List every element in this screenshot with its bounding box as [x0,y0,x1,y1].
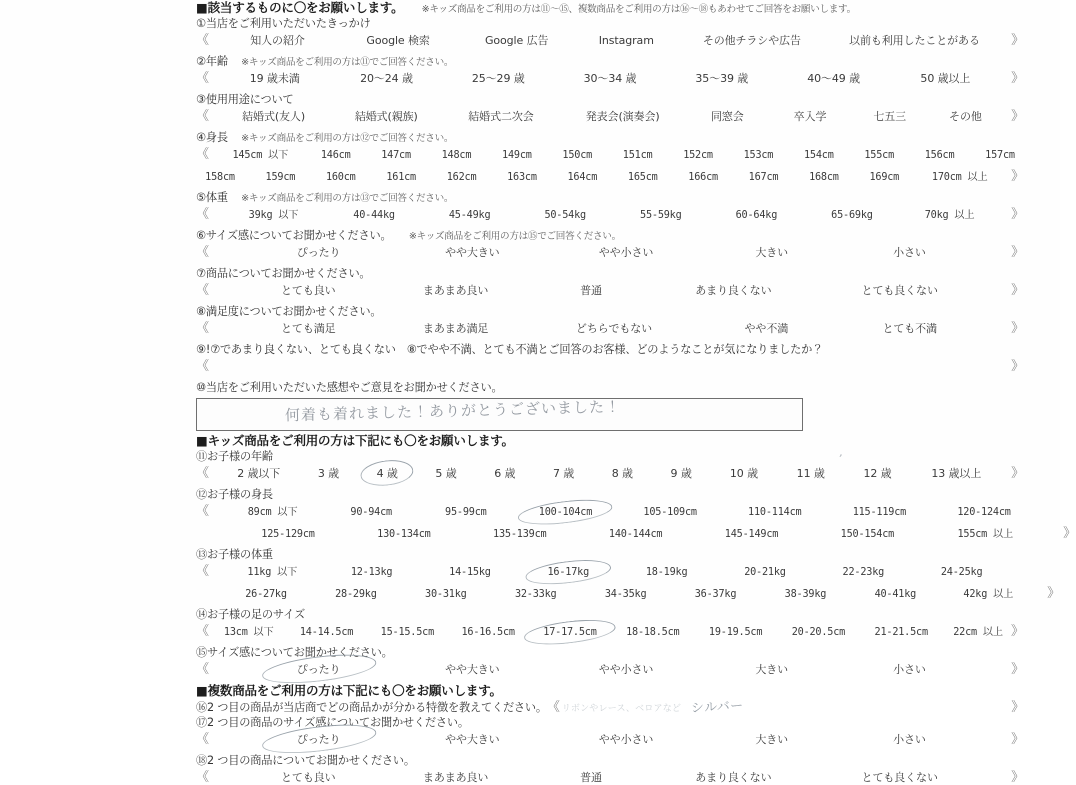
option-q11-6[interactable]: 8 歳 [611,467,633,480]
question-label-q10 [196,382,503,393]
q10-handwritten-answer: 何着も着れました！ありがとうございました！ [284,397,622,425]
option-q15-3[interactable]: 大きい [755,663,789,676]
question-label-q5 [196,192,453,204]
bracket-close: 》 [1011,71,1025,86]
options-row-q1 [196,34,1024,47]
option-q17-4[interactable]: 小さい [893,733,926,746]
question-label-q15 [196,647,393,658]
bracket-open: 《 [196,770,209,785]
option-q4-9[interactable]: 154cm [803,150,834,161]
option-q12-9[interactable]: 130-134cm [377,529,431,540]
option-q15-1[interactable]: やや大きい [445,663,500,676]
option-q15-2[interactable]: やや小さい [598,663,654,676]
option-q4-13[interactable]: 158cm [205,172,235,183]
option-q15-0[interactable]: ぴったり [275,664,363,675]
bracket-close: 》 [1011,283,1024,298]
option-q11-0[interactable]: 2 歳以下 [237,467,281,480]
option-q14-1[interactable]: 14-14.5cm [299,627,354,638]
option-q4-19[interactable]: 164cm [567,172,598,183]
option-q11-3[interactable]: 5 歳 [435,467,457,480]
option-q11-7[interactable]: 9 歳 [670,467,692,480]
bracket-close: 》 [1011,321,1024,336]
option-q12-6[interactable]: 115-119cm [852,507,907,518]
option-q7-1[interactable]: まあまあ良い [422,284,489,297]
q4-note: ※キッズ商品をご利用の方は⑫でご回答ください。 [241,133,454,144]
option-q13-1[interactable]: 12-13kg [350,567,393,578]
q2-note: ※キッズ商品をご利用の方は⑪でご回答ください。 [241,57,454,68]
option-q17-1[interactable]: やや大きい [445,733,500,746]
option-q4-6[interactable]: 151cm [622,150,653,161]
q16-label: ⑯2 つ目の商品が当店商でどの商品かが分かる特徴を教えてください。 [196,701,547,714]
option-q11-4[interactable]: 6 歳 [494,467,516,480]
question-label-q18 [196,755,415,766]
option-q4-10[interactable]: 155cm [864,150,895,161]
bracket-open: 《 [196,245,209,260]
option-q14-2[interactable]: 15-15.5cm [380,627,435,638]
bracket-close: 》 [1047,586,1061,601]
options-row-q4-line2 [196,170,1024,183]
option-q4-3[interactable]: 148cm [441,150,472,161]
option-q2-5[interactable]: 40〜49 歳 [807,72,860,85]
option-q14-4[interactable]: 17-17.5cm [531,628,609,638]
option-q12-7[interactable]: 120-124cm [957,507,1011,518]
option-q4-7[interactable]: 152cm [683,150,713,161]
bracket-open: 《 [196,564,209,579]
option-q11-5[interactable]: 7 歳 [552,467,575,480]
option-q8-3[interactable]: やや不満 [744,322,789,335]
option-q14-7[interactable]: 20-20.5cm [791,627,846,638]
bracket-close: 》 [1011,466,1024,481]
option-q12-8[interactable]: 125-129cm [261,529,315,540]
bracket-open: 《 [196,624,209,639]
option-q3-5[interactable]: 卒入学 [793,110,827,123]
option-q11-2[interactable]: 4 歳 [367,468,407,479]
main-heading-note: ※キッズ商品をご利用の方は⑪〜⑮、複数商品をご利用の方は⑯〜⑱もあわせてご回答をお願いします。 [421,4,856,15]
q9-label: ⑨!⑦であまり良くない、とても良くない ⑧でやや不満、とても不満とご回答のお客様、どのようなことが気になりましたか？ [196,343,824,356]
q4-label: ④身長 [196,131,228,144]
option-q14-8[interactable]: 21-21.5cm [874,627,928,638]
options-row-q11 [196,467,1024,480]
option-q2-6[interactable]: 50 歳以上 [920,72,971,85]
multi-heading-text: ■複数商品をご利用の方は下記にも〇をお願いします。 [196,683,502,698]
question-label-q9 [196,344,823,355]
option-q17-0[interactable]: ぴったり [275,734,363,745]
option-q12-0[interactable]: 89cm 以下 [247,507,298,518]
option-q13-12[interactable]: 34-35kg [604,589,647,600]
option-q18-0[interactable]: とても良い [281,771,336,784]
options-row-q7 [196,284,1024,297]
q10-comment-box[interactable] [196,398,803,431]
option-q14-0[interactable]: 13cm 以下 [223,627,274,638]
options-row-q6 [196,246,1024,259]
bracket-open: 《 [196,33,209,48]
option-q4-17[interactable]: 162cm [446,172,477,183]
q14-label: ⑭お子様の足のサイズ [196,608,305,621]
bracket-close: 》 [1011,700,1024,715]
option-q18-3[interactable]: あまり良くない [695,771,772,784]
kids-section-heading [196,435,514,448]
option-q4-15[interactable]: 160cm [325,172,356,183]
option-q3-7[interactable]: その他 [949,110,982,123]
q16-handwritten-answer: シルバー [690,698,745,717]
option-q6-4[interactable]: 小さい [893,246,926,259]
multi-section-heading [196,685,502,698]
option-q13-8[interactable]: 26-27kg [245,589,287,600]
option-q13-4[interactable]: 18-19kg [645,567,688,578]
options-row-q8 [196,322,1024,335]
bracket-close: 》 [1011,109,1024,124]
option-q13-15[interactable]: 40-41kg [874,589,917,600]
q18-label: ⑱2 つ目の商品についてお聞かせください。 [196,754,415,767]
option-q11-9[interactable]: 11 歳 [796,467,825,480]
option-q12-10[interactable]: 135-139cm [493,529,547,540]
option-q1-4[interactable]: その他チラシや広告 [702,34,801,47]
option-q11-8[interactable]: 10 歳 [729,467,758,480]
option-q4-12[interactable]: 157cm [985,150,1015,161]
option-q13-11[interactable]: 32-33kg [514,589,557,600]
bracket-open: 《 [196,466,209,481]
option-q5-7[interactable]: 70kg 以上 [924,210,975,221]
option-q7-2[interactable]: 普通 [580,284,602,297]
question-row-q16 [196,698,1024,717]
bracket-open: 《 [196,662,209,677]
kids-heading-text: ■キッズ商品をご利用の方は下記にも〇をお願いします。 [196,433,514,448]
option-q8-1[interactable]: まあまあ満足 [422,322,489,335]
question-label-q17 [196,717,469,728]
options-row-q13-line2 [196,587,1060,600]
option-q8-4[interactable]: とても不満 [882,322,937,335]
option-q13-5[interactable]: 20-21kg [744,567,786,578]
question-label-q13 [196,549,273,560]
question-label-q4 [196,132,453,144]
question-label-q14 [196,609,305,620]
option-q13-6[interactable]: 22-23kg [842,567,885,578]
q8-label: ⑧満足度についてお聞かせください。 [196,305,382,318]
option-q5-6[interactable]: 65-69kg [831,210,873,221]
q5-label: ⑤体重 [196,191,228,204]
q1-label: ①当店をご利用いただいたきっかけ [196,17,371,30]
option-q4-22[interactable]: 167cm [748,172,779,183]
option-q4-21[interactable]: 166cm [688,172,718,183]
option-q5-0[interactable]: 39kg 以下 [248,210,299,221]
question-label-q1 [196,18,371,29]
option-q4-5[interactable]: 150cm [562,150,593,161]
option-q4-16[interactable]: 161cm [386,172,416,183]
option-q4-25[interactable]: 170cm 以上 [931,172,988,183]
option-q3-4[interactable]: 同窓会 [710,110,744,123]
option-q6-0[interactable]: ぴったり [296,246,341,259]
bracket-close: 》 [1011,359,1024,374]
option-q13-2[interactable]: 14-15kg [449,567,491,578]
question-label-q8 [196,306,381,317]
bracket-open: 《 [196,283,209,298]
stray-pen-mark: ʼ [836,451,844,467]
option-q4-18[interactable]: 163cm [507,172,537,183]
option-q3-0[interactable]: 結婚式(友人) [242,110,306,123]
option-q2-0[interactable]: 19 歳未満 [249,72,300,85]
option-q12-13[interactable]: 150-154cm [840,529,895,540]
option-q6-3[interactable]: 大きい [755,246,789,259]
q13-label: ⑬お子様の体重 [196,548,273,561]
option-q12-2[interactable]: 95-99cm [445,507,487,518]
option-q5-3[interactable]: 50-54kg [544,210,586,221]
option-q4-1[interactable]: 146cm [320,150,351,161]
option-q3-1[interactable]: 結婚式(親族) [354,110,418,123]
options-row-q3 [196,110,1024,123]
option-q2-1[interactable]: 20〜24 歳 [360,72,413,85]
q11-label: ⑪お子様の年齢 [196,450,273,463]
options-row-q4-line1 [196,148,1024,161]
bracket-open: 《 [546,700,560,715]
q17-label: ⑰2 つ目の商品のサイズ感についてお聞かせください。 [196,716,469,729]
option-q12-12[interactable]: 145-149cm [724,529,779,540]
bracket-close: 》 [1011,169,1024,184]
q12-label: ⑫お子様の身長 [196,488,273,501]
option-q13-16[interactable]: 42kg 以上 [963,589,1014,600]
option-q13-14[interactable]: 38-39kg [784,589,827,600]
option-q11-10[interactable]: 12 歳 [863,467,892,480]
bracket-close: 》 [1063,526,1076,541]
option-q4-23[interactable]: 168cm [809,172,839,183]
option-q4-20[interactable]: 165cm [627,172,658,183]
option-q12-11[interactable]: 140-144cm [608,529,663,540]
option-q7-3[interactable]: あまり良くない [695,284,772,297]
comment-box-wrapper [196,398,803,431]
option-q1-5[interactable]: 以前も利用したことがある [849,34,980,47]
question-label-q11 [196,451,273,462]
option-q4-24[interactable]: 169cm [869,172,900,183]
option-q6-2[interactable]: やや小さい [598,246,654,259]
option-q18-4[interactable]: とても良くない [861,771,938,784]
options-row-q12-line2 [196,527,1076,540]
option-q5-4[interactable]: 55-59kg [640,210,682,221]
option-q4-14[interactable]: 159cm [265,172,296,183]
options-row-q2 [196,72,1024,85]
option-q12-3[interactable]: 100-104cm [525,508,605,518]
option-q5-2[interactable]: 45-49kg [448,210,491,221]
option-q14-3[interactable]: 16-16.5cm [461,627,515,638]
q16-placeholder: リボンやレース、ベロアなど [561,704,682,714]
bracket-open: 《 [196,71,209,86]
question-label-q7 [196,268,370,279]
bracket-open: 《 [196,359,209,374]
option-q1-2[interactable]: Google 広告 [484,34,549,47]
option-q13-10[interactable]: 30-31kg [425,589,467,600]
options-row-q14 [196,625,1024,638]
option-q1-3[interactable]: Instagram [598,34,654,47]
answer-row-q9 [196,360,1024,373]
option-q4-11[interactable]: 156cm [924,150,955,161]
option-q2-3[interactable]: 30〜34 歳 [583,72,637,85]
options-row-q5 [196,208,1024,221]
question-label-q2 [196,56,453,68]
option-q12-5[interactable]: 110-114cm [748,507,802,518]
option-q1-1[interactable]: Google 検索 [366,34,430,47]
q10-label: ⑩当店をご利用いただいた感想やご意見をお聞かせください。 [196,381,503,394]
bracket-open: 《 [196,732,209,747]
option-q1-0[interactable]: 知人の紹介 [250,34,305,47]
option-q18-1[interactable]: まあまあ良い [422,771,489,784]
option-q14-5[interactable]: 18-18.5cm [626,627,680,638]
q2-label: ②年齢 [196,55,228,68]
q3-label: ③使用用途について [196,93,294,106]
bracket-close: 》 [1011,732,1025,747]
question-label-q12 [196,489,273,500]
option-q17-3[interactable]: 大きい [755,733,789,746]
bracket-open: 《 [196,109,209,124]
q15-label: ⑮サイズ感についてお聞かせください。 [196,646,393,659]
option-q11-11[interactable]: 13 歳以上 [931,467,982,480]
option-q2-2[interactable]: 25〜29 歳 [471,72,525,85]
option-q3-3[interactable]: 発表会(演奏会) [585,110,660,123]
bracket-open: 《 [196,504,209,519]
option-q2-4[interactable]: 35〜39 歳 [695,72,749,85]
option-q3-2[interactable]: 結婚式二次会 [468,110,534,123]
option-q14-6[interactable]: 19-19.5cm [708,627,763,638]
option-q13-0[interactable]: 11kg 以下 [247,567,298,578]
option-q4-8[interactable]: 153cm [743,150,774,161]
bracket-close: 》 [1011,770,1024,785]
bracket-close: 》 [1011,207,1025,222]
question-label-q3 [196,94,294,105]
option-q13-13[interactable]: 36-37kg [694,589,737,600]
option-q6-1[interactable]: やや大きい [445,246,500,259]
main-section-heading [196,2,856,15]
bracket-close: 》 [1011,33,1024,48]
options-row-q12-line1 [196,505,1024,518]
option-q7-4[interactable]: とても良くない [861,284,938,297]
option-q17-2[interactable]: やや小さい [598,733,654,746]
option-q14-9[interactable]: 22cm 以上 [953,627,1003,638]
option-q4-2[interactable]: 147cm [381,150,411,161]
options-row-q18 [196,771,1024,784]
option-q12-1[interactable]: 90-94cm [350,507,392,518]
option-q12-14[interactable]: 155cm 以上 [957,529,1014,540]
option-q3-6[interactable]: 七五三 [873,110,907,123]
bracket-open: 《 [196,147,209,162]
option-q18-2[interactable]: 普通 [580,771,602,784]
option-q4-0[interactable]: 145cm 以下 [232,150,289,161]
bracket-open: 《 [196,321,209,336]
q6-note: ※キッズ商品をご利用の方は⑮でご回答ください。 [408,231,621,242]
bracket-open: 《 [196,207,209,222]
option-q7-0[interactable]: とても良い [281,284,336,297]
option-q4-4[interactable]: 149cm [502,150,532,161]
question-label-q6 [196,230,621,242]
options-row-q13-line1 [196,565,1024,578]
option-q13-3[interactable]: 16-17kg [532,568,604,578]
option-q15-4[interactable]: 小さい [893,663,926,676]
q6-label: ⑥サイズ感についてお聞かせください。 [196,229,392,242]
bracket-close: 》 [1011,245,1025,260]
option-q13-9[interactable]: 28-29kg [335,589,377,600]
bracket-close: 》 [1011,624,1024,639]
option-q8-2[interactable]: どちらでもない [575,322,653,335]
option-q5-5[interactable]: 60-64kg [735,210,778,221]
main-heading-text: ■該当するものに〇をお願いします。 [196,0,404,15]
option-q8-0[interactable]: とても満足 [281,322,336,335]
options-row-q15 [196,663,1024,676]
bracket-close: 》 [1011,662,1025,677]
option-q11-1[interactable]: 3 歳 [317,467,340,480]
option-q12-4[interactable]: 105-109cm [643,507,697,518]
options-row-q17 [196,733,1024,746]
q7-label: ⑦商品についてお聞かせください。 [196,267,371,280]
option-q5-1[interactable]: 40-44kg [353,210,395,221]
option-q13-7[interactable]: 24-25kg [940,567,983,578]
q5-note: ※キッズ商品をご利用の方は⑬でご回答ください。 [241,193,454,204]
